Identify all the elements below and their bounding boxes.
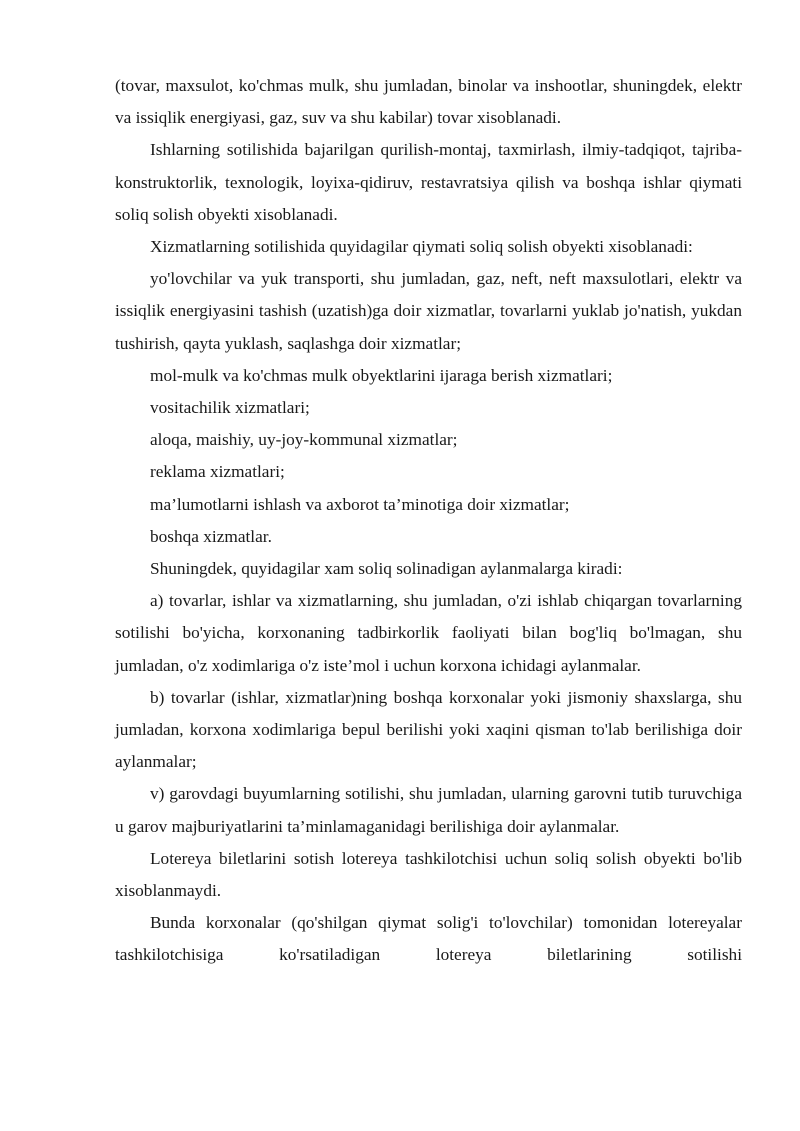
list-item-lease: mol-mulk va ko'chmas mulk obyektlarini ijaraga berish xizmatlari; <box>150 365 613 385</box>
list-item-advertising: reklama xizmatlari; <box>150 462 285 482</box>
list-item-v: v) garovdagi buyumlarning sotilishi, shu jumladan, ularning garovni tutib turuvchiga u garov majburiyatlarini ta’minlamaganidagi berilishiga doir aylanmalar. <box>115 784 742 836</box>
list-item-transport: yo'lovchilar va yuk transporti, shu jumladan, gaz, neft, neft maxsulotlari, elektr va issiqlik energiyasini tashish (uzatish)ga doir xizmatlar, tovarlarni yuklab jo'natish, yukdan tushirish, qayta yuklash, saqlashga doir xizmatlar; <box>115 269 742 353</box>
list-item-a: a) tovarlar, ishlar va xizmatlarning, shu jumladan, o'zi ishlab chiqargan tovarlarning sotilishi bo'yicha, korxonaning tadbirkorlik faoliyati bilan bog'liq bo'lmagan, shu jumladan, o'z xodimlariga o'z iste’mol i uchun korxona ichidagi aylanmalar. <box>115 591 742 675</box>
list-item-b: b) tovarlar (ishlar, xizmatlar)ning boshqa korxonalar yoki jismoniy shaxslarga, shu jumladan, korxona xodimlariga bepul berilishi yoki xaqini qisman to'lab berilishiga doir aylanmalar; <box>115 687 742 772</box>
list-item-brokerage: vositachilik xizmatlari; <box>150 398 310 418</box>
document-body <box>115 70 742 972</box>
paragraph-services-intro: Xizmatlarning sotilishida quyidagilar qiymati soliq solish obyekti xisoblanadi: <box>150 237 693 257</box>
list-item-data-processing: ma’lumotlarni ishlash va axborot ta’minotiga doir xizmatlar; <box>150 494 570 514</box>
list-item-other: boshqa xizmatlar. <box>150 526 272 546</box>
paragraph-lottery: Lotereya biletlarini sotish lotereya tashkilotchisi uchun soliq solish obyekti bo'lib xisoblanmaydi. <box>115 848 742 901</box>
paragraph-works: Ishlarning sotilishida bajarilgan qurilish-montaj, taxmirlash, ilmiy-tadqiqot, tajriba-konstruktorlik, texnologik, loyixa-qidiruv, restavratsiya qilish va boshqa ishlar qiymati soliq solish obyekti xisoblanadi. <box>115 140 742 224</box>
paragraph-continuation: (tovar, maxsulot, ko'chmas mulk, shu jumladan, binolar va inshootlar, shuningdek, elektr va issiqlik energiyasi, gaz, suv va shu kabilar) tovar xisoblanadi. <box>115 76 742 128</box>
list-item-communication: aloqa, maishiy, uy-joy-kommunal xizmatlar; <box>150 430 458 450</box>
paragraph-lottery-continued: Bunda korxonalar (qo'shilgan qiymat solig'i to'lovchilar) tomonidan lotereyalar tashkilotchisiga ko'rsatiladigan lotereya biletlarining sotilishi <box>115 913 742 965</box>
paragraph-taxable-turnover-intro: Shuningdek, quyidagilar xam soliq solinadigan aylanmalarga kiradi: <box>150 559 623 579</box>
